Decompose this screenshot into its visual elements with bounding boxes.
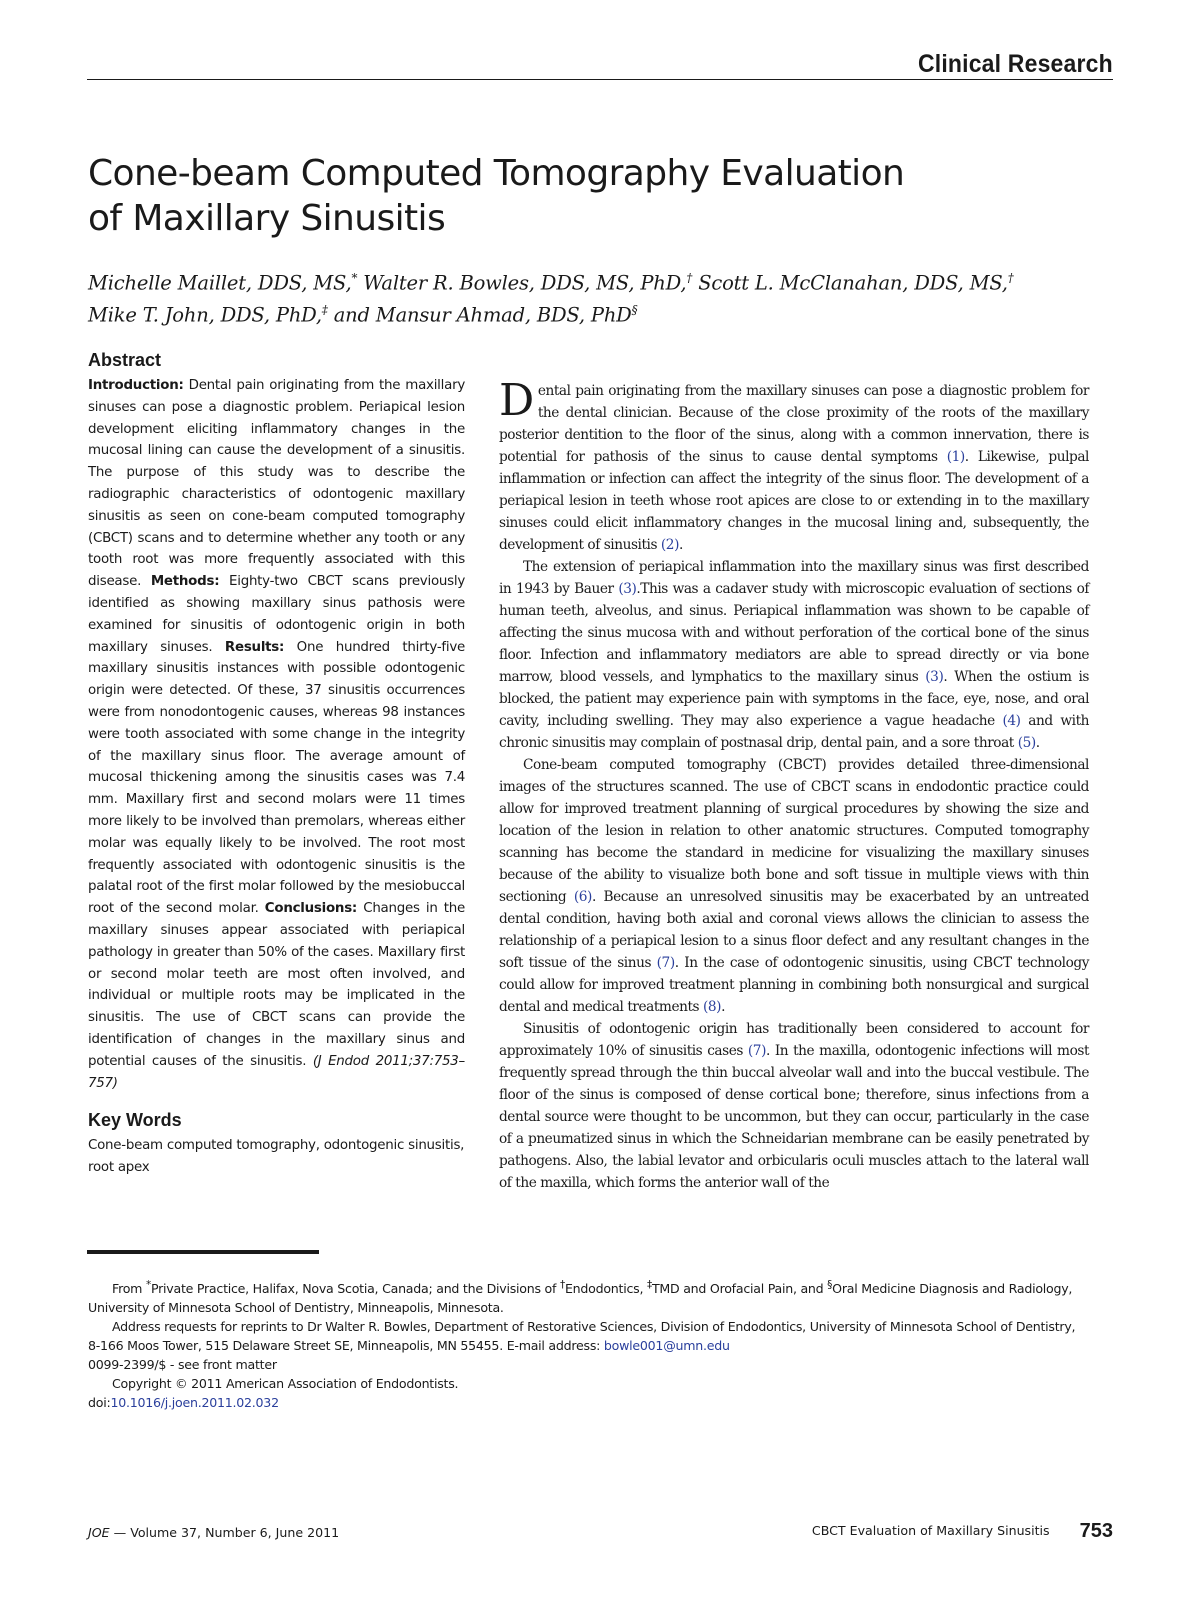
header-divider bbox=[87, 79, 1113, 80]
doi-link[interactable]: 10.1016/j.joen.2011.02.032 bbox=[110, 1395, 279, 1411]
email-link[interactable]: bowle001@umn.edu bbox=[603, 1338, 730, 1354]
abstract-text: Introduction: Dental pain originating from the maxillary sinuses can pose a diagnostic problem. Periapical lesion development eliciting inflammatory changes in the mucosal lining can cause the development of a sinusitis. The purpose of this study was to describe the radiographic characteristics of odontogenic maxillary sinusitis as seen on cone-beam computed tomography (CBCT) scans and to determine whether any tooth or any tooth root was more frequently associated with this disease. Methods: Eighty-two CBCT scans previously identified as showing maxillary sinus pathosis were examined for sinusitis of odontogenic origin in both maxillary sinuses. Results: One hundred thirty-five maxillary sinusitis instances with possible odontogenic origin were detected. Of these, 37 sinusitis occurrences were from nonodontogenic causes, whereas 98 instances were tooth associated with some change in the integrity of the maxillary sinus floor. The average amount of mucosal thickening among the sinusitis cases was 7.4 mm. Maxillary first and second molars were 11 times more likely to be involved than premolars, whereas either molar was equally likely to be involved. The root most frequently associated with odontogenic sinusitis is the palatal root of the first molar followed by the mesiobuccal root of the second molar. Conclusions: Changes in the maxillary sinuses appear associated with periapical pathology in greater than 50% of the cases. Maxillary first or second molar teeth are most often involved, and individual or multiple roots may be implicated in the sinusitis. The use of CBCT scans can provide the identification of changes in the maxillary sinus and potential causes of the sinusitis. (J Endod 2011;37:753–757) bbox=[88, 378, 466, 1091]
abstract-column bbox=[88, 350, 465, 1179]
footnote-divider bbox=[87, 1250, 319, 1254]
citation-link[interactable]: (8) bbox=[703, 999, 722, 1015]
issn-note: 0099-2399/$ - see front matter bbox=[88, 1357, 277, 1373]
reprint-address: Address requests for reprints to Dr Walter R. Bowles, Department of Restorative Sciences, Division of Endodontics, University of Minnesota School of Dentistry, 8-166 Moos Tower, 515 Delaware Street SE, Minneapolis, MN 55455. E-mail address: bowle001@umn.edu bbox=[88, 1319, 1076, 1354]
intro-label: Introduction: bbox=[88, 378, 184, 393]
author-line-2: Mike T. John, DDS, PhD,‡ and Mansur Ahmad, BDS, PhD§ bbox=[88, 302, 638, 326]
author-line-1: Michelle Maillet, DDS, MS,* Walter R. Bowles, DDS, MS, PhD,† Scott L. McClanahan, DDS, MS,† bbox=[88, 271, 1014, 295]
copyright-note: Copyright © 2011 American Association of Endodontists. bbox=[112, 1376, 459, 1392]
conclusions-label: Conclusions: bbox=[264, 901, 358, 917]
citation-link[interactable]: (1) bbox=[946, 449, 965, 465]
methods-label: Methods: bbox=[150, 574, 220, 590]
body-column bbox=[499, 375, 1090, 1194]
title-line-1: Cone-beam Computed Tomography Evaluation bbox=[88, 153, 905, 194]
citation-link[interactable]: (2) bbox=[660, 537, 679, 553]
section-label: Clinical Research bbox=[918, 50, 1113, 78]
affiliations-note: From *Private Practice, Halifax, Nova Scotia, Canada; and the Divisions of †Endodontics, ‡TMD and Orofacial Pain, and §Oral Medicine Diagnosis and Radiology, University of Minnesota School of Dentistry, Minneapolis, Minnesota. bbox=[88, 1279, 1073, 1316]
abstract-citation: (J Endod 2011;37:753–757) bbox=[88, 1053, 465, 1091]
footer-running-title: CBCT Evaluation of Maxillary Sinusitis 753 bbox=[811, 1520, 1113, 1542]
page-number: 753 bbox=[1079, 1520, 1113, 1542]
abstract-heading: Abstract bbox=[88, 350, 162, 370]
doi-note: doi:10.1016/j.joen.2011.02.032 bbox=[88, 1395, 279, 1411]
citation-link[interactable]: (3) bbox=[618, 581, 637, 597]
citation-link[interactable]: (7) bbox=[747, 1043, 766, 1059]
citation-link[interactable]: (5) bbox=[1017, 735, 1036, 751]
citation-link[interactable]: (3) bbox=[925, 669, 944, 685]
drop-cap: D bbox=[499, 375, 534, 426]
keywords-heading: Key Words bbox=[88, 1110, 182, 1131]
footer-journal-info: JOE — Volume 37, Number 6, June 2011 bbox=[88, 1525, 340, 1540]
citation-link[interactable]: (7) bbox=[656, 955, 675, 971]
body-paragraph-4: Sinusitis of odontogenic origin has traditionally been considered to account for approximately 10% of sinusitis cases (7). In the maxilla, odontogenic infections will most frequently spread through the thin buccal alveolar wall and into the buccal vestibule. The floor of the sinus is composed of dense cortical bone; therefore, sinus infections from a dental source were thought to be uncommon, but they can occur, particularly in the case of a pneumatized sinus in which the Schneidarian membrane can be easily penetrated by pathogens. Also, the labial levator and orbicularis oculi muscles attach to the lateral wall of the maxilla, which forms the anterior wall of the bbox=[499, 1021, 1090, 1191]
body-paragraph-1: Dental pain originating from the maxillary sinuses can pose a diagnostic problem for the dental clinician. Because of the close proximity of the roots of the maxillary posterior dentition to the floor of the sinus, along with a common innervation, there is potential for pathosis of the sinus to cause dental symptoms (1). Likewise, pulpal inflammation or infection can affect the integrity of the sinus floor. The development of a periapical lesion in teeth whose root apices are close to or extending in to the maxillary sinuses could elicit inflammatory changes in the mucosal lining and, subsequently, the development of sinusitis (2). bbox=[499, 375, 1089, 553]
footnotes bbox=[88, 1276, 1088, 1412]
citation-link[interactable]: (6) bbox=[573, 889, 592, 905]
journal-abbrev: JOE bbox=[88, 1525, 110, 1540]
author-list bbox=[88, 265, 1118, 328]
body-paragraph-2: The extension of periapical inflammation into the maxillary sinus was first described in 1943 by Bauer (3).This was a cadaver study with microscopic evaluation of sections of human teeth, alveolus, and sinus. Periapical inflammation was shown to be capable of affecting the sinus mucosa with and without perforation of the cortical bone of the sinus floor. Infection and inflammatory mediators are able to spread directly or via bone marrow, blood vessels, and lymphatics to the maxillary sinus (3). When the ostium is blocked, the patient may experience pain with symptoms in the face, eye, nose, and oral cavity, including swelling. They may also experience a vague headache (4) and with chronic sinusitis may complain of postnasal drip, dental pain, and a sore throat (5). bbox=[499, 559, 1089, 751]
article-title bbox=[88, 151, 988, 241]
results-label: Results: bbox=[224, 639, 285, 655]
body-paragraph-3: Cone-beam computed tomography (CBCT) provides detailed three-dimensional images of the structures scanned. The use of CBCT scans in endodontic practice could allow for improved treatment planning of surgical procedures by showing the size and location of the lesion in relation to other anatomic structures. Computed tomography scanning has become the standard in medicine for visualizing the maxillary sinuses because of the ability to visualize both bone and soft tissue in multiple views with thin sectioning (6). Because an unresolved sinusitis may be exacerbated by an untreated dental condition, having both axial and coronal views allows the clinician to assess the relationship of a periapical lesion to a sinus floor defect and any resultant changes in the soft tissue of the sinus (7). In the case of odontogenic sinusitis, using CBCT technology could allow for improved treatment planning in combining both nonsurgical and surgical dental and medical treatments (8). bbox=[499, 757, 1089, 1015]
citation-link[interactable]: (4) bbox=[1002, 713, 1021, 729]
keywords-text: Cone-beam computed tomography, odontogenic sinusitis, root apex bbox=[88, 1138, 465, 1176]
title-line-2: of Maxillary Sinusitis bbox=[88, 198, 446, 239]
